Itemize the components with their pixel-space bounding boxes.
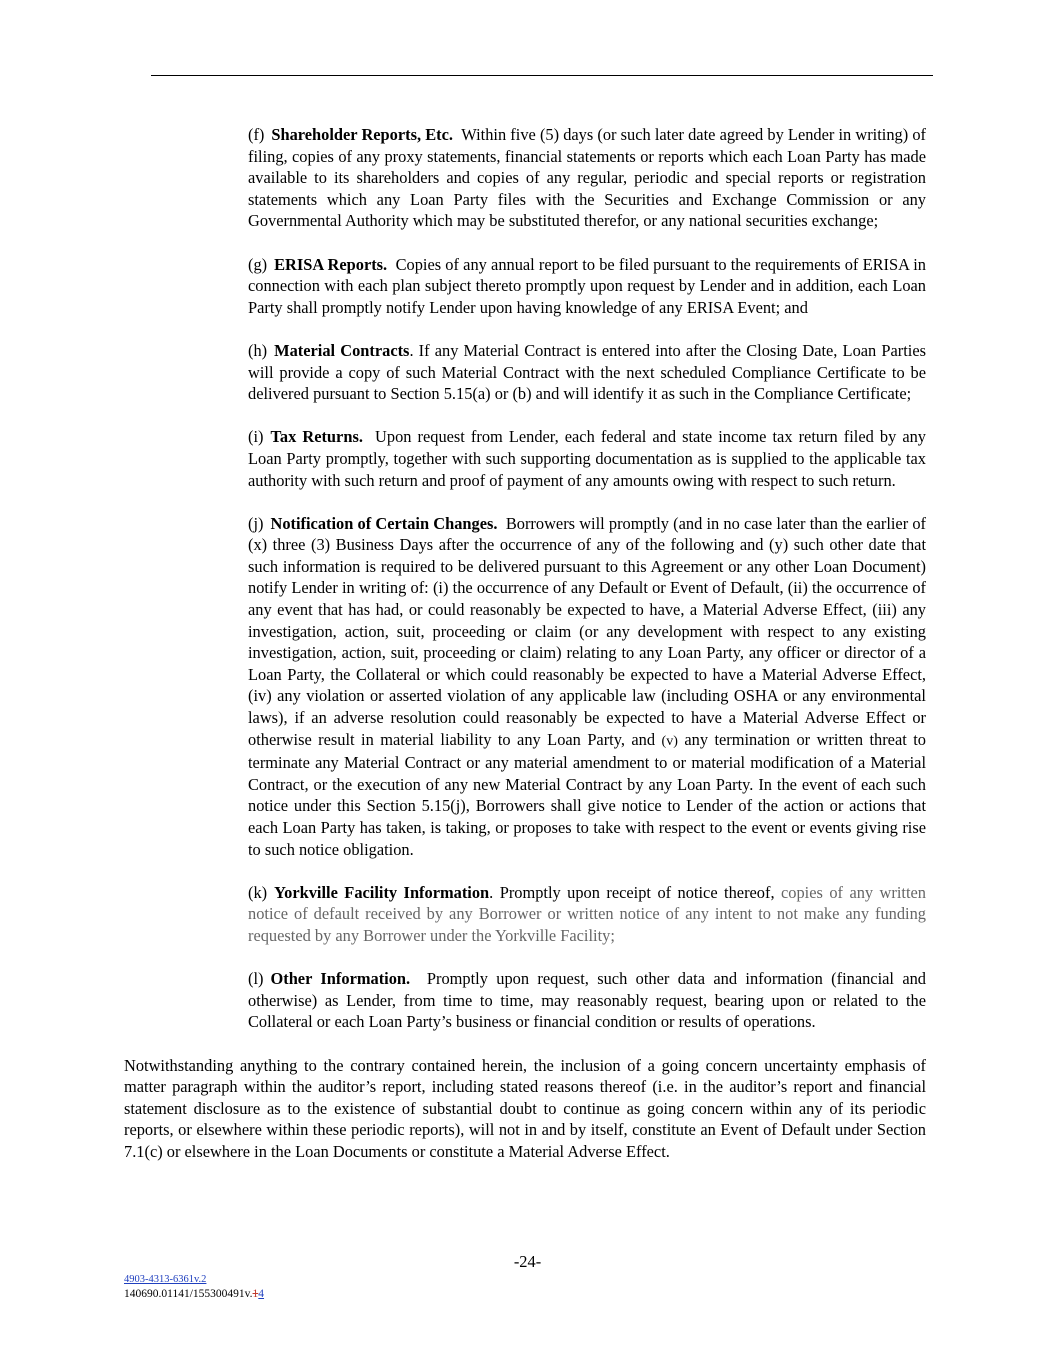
paragraph-f: [124, 124, 926, 232]
paragraph-text: Upon request from Lender, each federal and state income tax return filed by any Loan Party promptly, together with such supporting documentation as is supplied to the applicable tax authority with such return and proof of payment of any amounts owing with respect to such return.: [248, 427, 926, 490]
paragraph-text: . Promptly upon receipt of notice thereof,: [489, 882, 775, 902]
paragraph-text: Borrowers will promptly (and in no case later than the earlier of (x) three (3) Business Days after the occurrence of any of the following and (y) such other date that such information is required to be delivered pursuant to this Agreement or any other Loan Document) notify Lender in writing of: (i) the occurrence of any Default or Event of Default, (ii) the occurrence of any event that has had, or could reasonably be expected to have, a Material Adverse Effect, (iii) any investigation, action, suit, proceeding or claim (or any development with respect to any existing investigation, action, suit, proceeding or claim) relating to any Loan Party, any officer or director of a Loan Party, the Collateral or which could reasonably be expected to have a Material Adverse Effect, (iv) any violation or asserted violation of any applicable law (including OSHA or any environmental laws), if an adverse resolution could reasonably be expected to have a Material Adverse Effect or otherwise result in material liability to any Loan Party, and: [248, 513, 926, 749]
paragraph-i: [124, 426, 926, 491]
paragraph-letter: (f): [248, 125, 265, 144]
paragraph-letter: (g): [248, 254, 268, 274]
paragraph-heading: Tax Returns.: [270, 427, 363, 447]
paragraph-letter: (k): [248, 882, 268, 902]
paragraph-heading: Material Contracts: [274, 340, 410, 360]
paragraph-heading: ERISA Reports.: [274, 254, 388, 274]
paragraph-h: [124, 340, 926, 405]
paragraph-heading: Other Information.: [270, 969, 411, 989]
header-rule: [151, 75, 933, 76]
paragraph-j: [124, 513, 926, 861]
document-body: [124, 124, 926, 1163]
paragraph-heading: Yorkville Facility Information: [274, 882, 490, 902]
footer-doc-id: 4903-4313-6361v.2: [124, 1274, 207, 1285]
paragraph-text: Copies of any annual report to be filed pursuant to the requirements of ERISA in connection with each plan subject thereto promptly upon request by Lender and in addition, each Loan Party shall promptly notify Lender upon having knowledge of any ERISA Event; and: [248, 254, 926, 317]
paragraph-letter: (h): [248, 340, 268, 360]
paragraph-text: Promptly upon request, such other data and information (financial and otherwise) as Lender, from time to time, may reasonably request, bearing upon or related to the Collateral or each Loan Party’s business or financial condition or results of operations.: [248, 969, 926, 1032]
footer-version-line: [124, 1287, 264, 1301]
paragraph-text: Within five (5) days (or such later date agreed by Lender in writing) of filing, copies of any proxy statements, financial statements or reports which each Loan Party has made available to its shareholders and copies of any regular, periodic and special reports or registration statements which any Loan Party files with the Securities and Exchange Commission or any Governmental Authority which may be substituted therefor, or any national securities exchange;: [248, 125, 926, 231]
paragraph-k: [124, 882, 926, 947]
paragraph-letter: (j): [248, 513, 264, 533]
footer-version-prefix: 140690.01141/155300491v.: [124, 1288, 253, 1300]
clause-marker: (v): [661, 733, 678, 749]
footer-deleted-digit: 1: [252, 1288, 259, 1300]
paragraph-g: [124, 254, 926, 319]
paragraph-text-gray: copies of any written notice of default received by any Borrower or written notice of any intent to not make any funding requested by any Borrower under the Yorkville Facility;: [248, 882, 926, 945]
document-footer: [124, 1273, 264, 1301]
paragraph-text-continued: any termination or written threat to terminate any Material Contract or any material amendment to or material modification of a Material Contract, or the execution of any new Material Contract by any Loan Party. In the event of each such notice under this Section 5.15(j), Borrowers shall give notice to Lender of the action or actions that each Loan Party has taken, is taking, or proposes to take with respect to the event or events giving rise to such notice obligation.: [248, 729, 926, 859]
paragraph-text: . If any Material Contract is entered into after the Closing Date, Loan Parties will provide a copy of such Material Contract with the next scheduled Compliance Certificate to be delivered pursuant to Section 5.15(a) or (b) and will identify it as such in the Compliance Certificate;: [248, 340, 926, 404]
paragraph-heading: Shareholder Reports, Etc.: [271, 125, 453, 144]
paragraph-heading: Notification of Certain Changes.: [270, 513, 498, 533]
paragraph-l: [124, 968, 926, 1033]
page-number: -24-: [513, 1252, 542, 1271]
footer-inserted-digit: 4: [258, 1288, 265, 1300]
paragraph-letter: (i): [248, 427, 264, 447]
closing-paragraph: Notwithstanding anything to the contrary contained herein, the inclusion of a going concern uncertainty emphasis of matter paragraph within the auditor’s report, including stated reasons thereof (i.e. in the auditor’s report and financial statement disclosure as to the existence of substantial doubt to continue as going concern within any of its periodic reports, or elsewhere within these periodic reports), will not in and by itself, constitute an Event of Default under Section 7.1(c) or elsewhere in the Loan Documents or constitute a Material Adverse Effect.: [124, 1055, 926, 1161]
paragraph-letter: (l): [248, 969, 264, 989]
